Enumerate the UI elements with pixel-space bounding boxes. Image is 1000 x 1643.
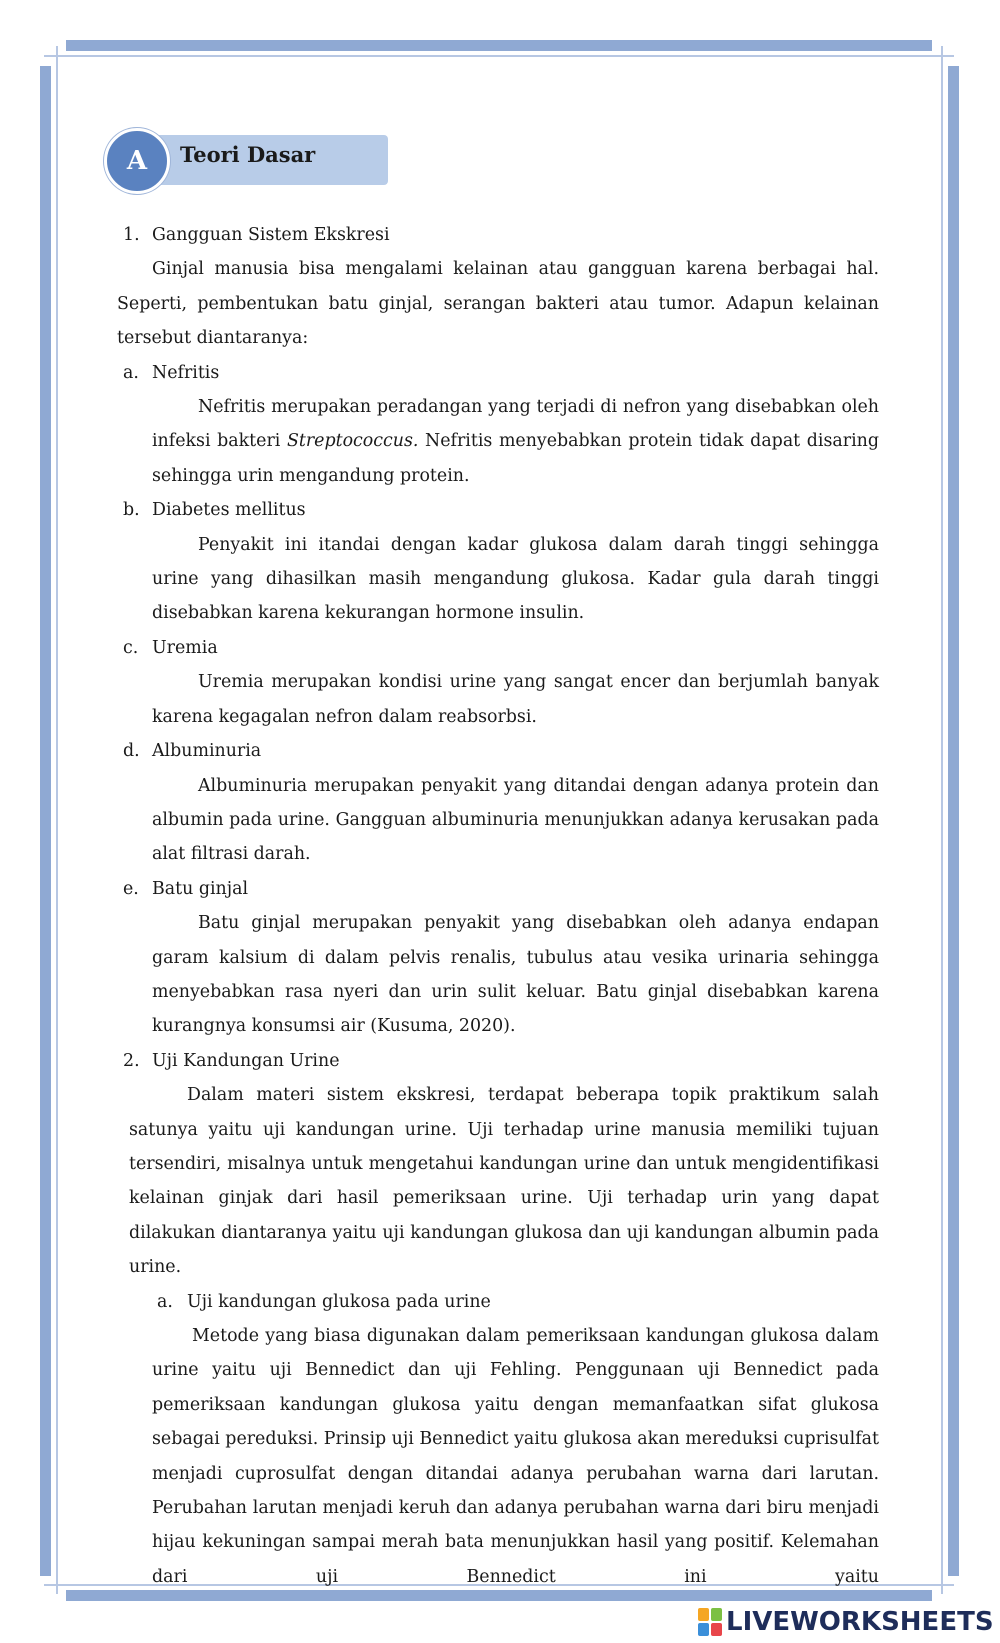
paragraph-batu-ginjal: Batu ginjal merupakan penyakit yang disebabkan oleh adanya endapan garam kalsium di dalam pelvis renalis, tubulus atau vesika urinaria sehingga menyebabkan rasa nyeri dan urin sulit keluar. Batu ginjal disebabkan karena kurangnya konsumsi air (Kusuma, 2020). bbox=[152, 913, 879, 1037]
logo-text: LIVEWORKSHEETS bbox=[726, 1607, 994, 1637]
liveworksheets-logo bbox=[698, 1604, 994, 1640]
sub-item-title: Albuminuria bbox=[152, 741, 262, 762]
sub-item-e-body bbox=[117, 906, 879, 1044]
list-item-title: Uji Kandungan Urine bbox=[152, 1050, 340, 1071]
sub-item-b bbox=[117, 493, 879, 527]
paragraph-intro-2: Dalam materi sistem ekskresi, terdapat beberapa topik praktikum salah satunya yaitu uji kandungan urine. Uji terhadap urine manusia memiliki tujuan tersendiri, misalnya untuk mengetahui kandungan urine dan untuk mengidentifikasi kelainan ginjak dari hasil pemeriksaan urine. Uji terhadap urin yang dapat dilakukan diantaranya yaitu uji kandungan glukosa dan uji kandungan albumin pada urine. bbox=[129, 1085, 879, 1278]
list-number: 1. bbox=[123, 225, 140, 245]
sub-item-a bbox=[117, 356, 879, 390]
sub-item-2a bbox=[117, 1285, 879, 1319]
list-item-title: Gangguan Sistem Ekskresi bbox=[152, 225, 390, 245]
list-item-1 bbox=[117, 218, 879, 252]
sub-item-mark: c. bbox=[123, 637, 139, 658]
sub-item-mark: a. bbox=[157, 1291, 173, 1312]
sub-item-title: Uji kandungan glukosa pada urine bbox=[187, 1291, 491, 1312]
page-border-right bbox=[948, 66, 959, 1576]
page-border-inner-top bbox=[44, 55, 954, 57]
page-border-inner-right bbox=[941, 46, 943, 1594]
list-item-2 bbox=[117, 1044, 879, 1078]
sub-item-d-body bbox=[117, 769, 879, 872]
page-border-inner-left bbox=[56, 46, 58, 1594]
item-2-body bbox=[117, 1078, 879, 1284]
sub-item-d bbox=[117, 734, 879, 768]
paragraph-diabetes: Penyakit ini itandai dengan kadar glukosa dalam darah tinggi sehingga urine yang dihasilkan masih mengandung glukosa. Kadar gula darah tinggi disebabkan karena kekurangan hormone insulin. bbox=[152, 534, 879, 624]
sub-item-e bbox=[117, 872, 879, 906]
sub-item-mark: d. bbox=[123, 741, 140, 762]
text-span: Nefritis merupakan peradangan yang terjadi di nefron yang disebabkan oleh infeksi bakteri bbox=[152, 397, 879, 452]
sub-item-b-body bbox=[117, 528, 879, 631]
paragraph-intro-1: Ginjal manusia bisa mengalami kelainan atau gangguan karena berbagai hal. Seperti, pembentukan batu ginjal, serangan bakteri atau tumor. Adapun kelainan tersebut diantaranya: bbox=[117, 259, 879, 349]
sub-item-mark: b. bbox=[123, 500, 140, 521]
section-letter-badge: A bbox=[104, 128, 170, 194]
sub-item-title: Nefritis bbox=[152, 362, 220, 383]
sub-item-mark: a. bbox=[123, 362, 139, 383]
sub-item-a-body bbox=[117, 390, 879, 493]
sub-item-mark: e. bbox=[123, 878, 139, 899]
sub-item-title: Diabetes mellitus bbox=[152, 500, 306, 521]
paragraph-uremia: Uremia merupakan kondisi urine yang sangat encer dan berjumlah banyak karena kegagalan nefron dalam reabsorbsi. bbox=[152, 672, 879, 727]
paragraph-glukosa: Metode yang biasa digunakan dalam pemeriksaan kandungan glukosa dalam urine yaitu uji Bennedict dan uji Fehling. Penggunaan uji Bennedict pada pemeriksaan kandungan glukosa yaitu dengan memanfaatkan sifat glukosa sebagai pereduksi. Prinsip uji Bennedict yaitu glukosa akan mereduksi cuprisulfat menjadi cuprosulfat dengan ditandai adanya perubahan warna dari larutan. Perubahan larutan menjadi keruh dan adanya perubahan warna dari biru menjadi hijau kekuningan sampai merah bata menunjukkan hasil yang positif. Kelemahan dari uji Bennedict ini yaitu bbox=[152, 1326, 879, 1587]
paragraph-nefritis bbox=[152, 390, 879, 493]
document-body bbox=[117, 218, 879, 1594]
sub-item-c bbox=[117, 631, 879, 665]
sub-item-c-body bbox=[117, 665, 879, 734]
text-span: Nefritis menyebabkan protein tidak dapat disaring sehingga urin mengandung protein. bbox=[152, 431, 879, 486]
italic-term: Streptococcus. bbox=[286, 431, 419, 452]
sub-item-title: Batu ginjal bbox=[152, 878, 249, 899]
page-border-top bbox=[66, 40, 932, 51]
section-title: Teori Dasar bbox=[180, 142, 316, 167]
logo-mark-icon bbox=[698, 1608, 722, 1636]
sub-item-title: Uremia bbox=[152, 637, 218, 658]
page-border-left bbox=[40, 66, 51, 1576]
list-number: 2. bbox=[123, 1050, 140, 1071]
paragraph-albuminuria: Albuminuria merupakan penyakit yang ditandai dengan adanya protein dan albumin pada urine. Gangguan albuminuria menunjukkan adanya kerusakan pada alat filtrasi darah. bbox=[152, 775, 879, 865]
